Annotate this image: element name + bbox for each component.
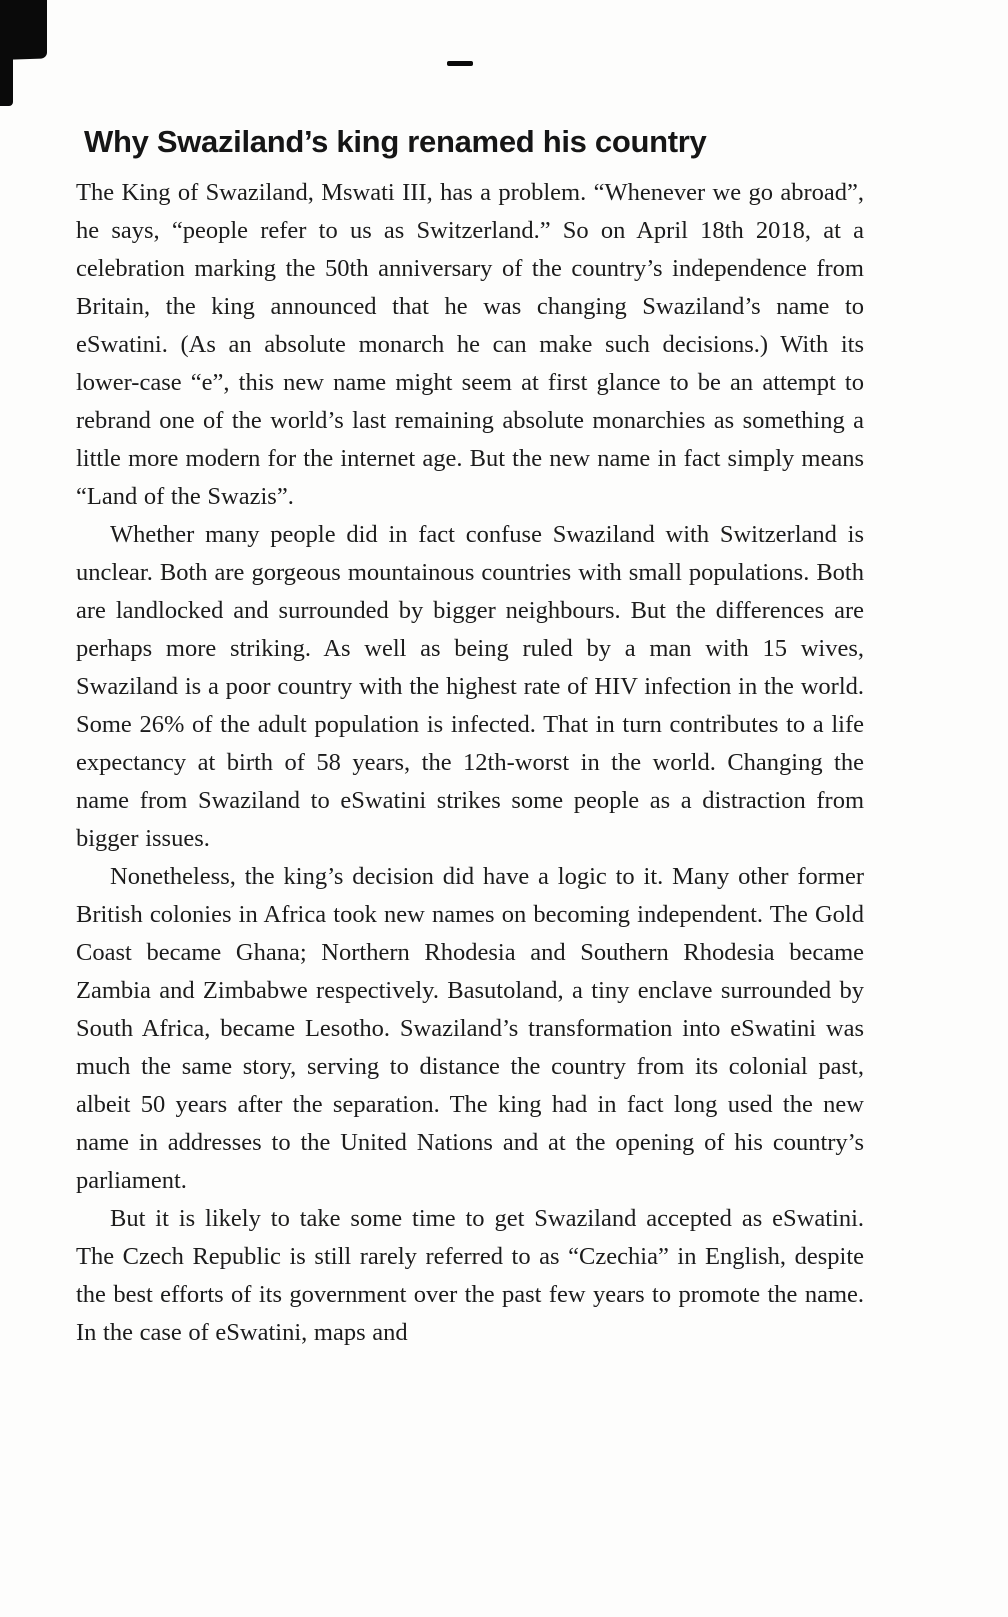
scan-artifact-dash	[447, 61, 473, 66]
paragraph-4: But it is likely to take some time to get Swaziland accepted as eSwatini. The Czech Republic is still rarely referred to as “Czechia” in English, despite the best efforts of its government over the past few years to promote the name. In the case of eSwatini, maps and	[76, 1205, 864, 1346]
scan-artifact-edge-strip	[0, 14, 13, 106]
paragraph-3: Nonetheless, the king’s decision did have a logic to it. Many other former British colonies in Africa took new names on becoming independent. The Gold Coast became Ghana; Northern Rhodesia and Southern Rhodesia became Zambia and Zimbabwe respectively. Basutoland, a tiny enclave surrounded by South Africa, became Lesotho. Swaziland’s transformation into eSwatini was much the same story, serving to distance the country from its colonial past, albeit 50 years after the separation. The king had in fact long used the new name in addresses to the United Nations and at the opening of his country’s parliament.	[76, 863, 864, 1194]
paragraph-2: Whether many people did in fact confuse Swaziland with Switzerland is unclear. Both are gorgeous mountainous countries with small populations. Both are landlocked and surrounded by bigger neighbours. But the differences are perhaps more striking. As well as being ruled by a man with 15 wives, Swaziland is a poor country with the highest rate of HIV infection in the world. Some 26% of the adult population is infected. That in turn contributes to a life expectancy at birth of 58 years, the 12th-worst in the world. Changing the name from Swaziland to eSwatini strikes some people as a distraction from bigger issues.	[76, 521, 864, 852]
article-title: Why Swaziland’s king renamed his country	[84, 124, 707, 159]
paragraph-1: The King of Swaziland, Mswati III, has a problem. “Whenever we go abroad”, he says, “people refer to us as Switzerland.” So on April 18th 2018, at a celebration marking the 50th anniversary of the country’s independence from Britain, the king announced that he was changing Swaziland’s name to eSwatini. (As an absolute monarch he can make such decisions.) With its lower-case “e”, this new name might seem at first glance to be an attempt to rebrand one of the world’s last remaining absolute monarchies as something a little more modern for the internet age. But the new name in fact simply means “Land of the Swazis”.	[76, 179, 864, 510]
article	[76, 122, 864, 1352]
